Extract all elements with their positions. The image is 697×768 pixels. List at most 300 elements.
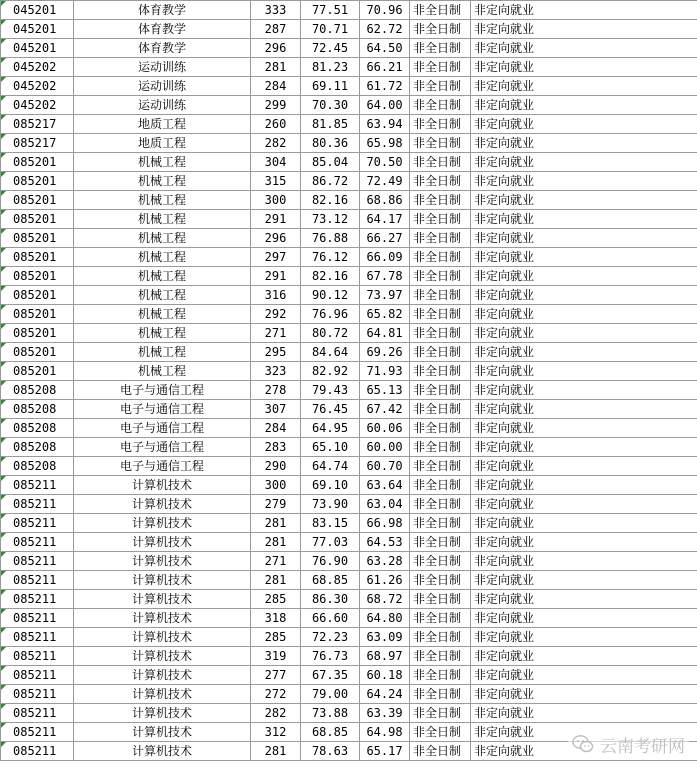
- cell-major[interactable]: 机械工程: [74, 305, 251, 324]
- cell-study-mode[interactable]: 非全日制: [410, 324, 471, 343]
- cell-score2[interactable]: 72.23: [301, 628, 360, 647]
- cell-employment-type[interactable]: 非定向就业: [471, 58, 697, 77]
- cell-score2[interactable]: 81.23: [301, 58, 360, 77]
- cell-score[interactable]: 281: [251, 571, 301, 590]
- cell-major[interactable]: 运动训练: [74, 77, 251, 96]
- cell-score2[interactable]: 79.43: [301, 381, 360, 400]
- cell-major[interactable]: 机械工程: [74, 362, 251, 381]
- cell-major[interactable]: 机械工程: [74, 343, 251, 362]
- cell-employment-type[interactable]: 非定向就业: [471, 609, 697, 628]
- cell-study-mode[interactable]: 非全日制: [410, 723, 471, 742]
- cell-total[interactable]: 64.81: [360, 324, 410, 343]
- cell-study-mode[interactable]: 非全日制: [410, 153, 471, 172]
- cell-employment-type[interactable]: 非定向就业: [471, 229, 697, 248]
- cell-score2[interactable]: 83.15: [301, 514, 360, 533]
- wechat-icon: [572, 734, 594, 754]
- table-row: [1, 77, 697, 96]
- cell-score2[interactable]: 65.10: [301, 438, 360, 457]
- cell-major[interactable]: 机械工程: [74, 229, 251, 248]
- cell-code[interactable]: 085211: [1, 514, 74, 533]
- cell-code[interactable]: 045202: [1, 96, 74, 115]
- cell-major[interactable]: 计算机技术: [74, 495, 251, 514]
- table-row: [1, 191, 697, 210]
- cell-code[interactable]: 045202: [1, 58, 74, 77]
- table-row: [1, 685, 697, 704]
- cell-study-mode[interactable]: 非全日制: [410, 533, 471, 552]
- cell-study-mode[interactable]: 非全日制: [410, 419, 471, 438]
- cell-code[interactable]: 085201: [1, 191, 74, 210]
- cell-employment-type[interactable]: 非定向就业: [471, 552, 697, 571]
- cell-study-mode[interactable]: 非全日制: [410, 742, 471, 761]
- cell-score[interactable]: 297: [251, 248, 301, 267]
- cell-major[interactable]: 计算机技术: [74, 666, 251, 685]
- cell-code[interactable]: 085211: [1, 495, 74, 514]
- cell-major[interactable]: 计算机技术: [74, 628, 251, 647]
- cell-total[interactable]: 65.13: [360, 381, 410, 400]
- cell-code[interactable]: 045202: [1, 77, 74, 96]
- table-row: [1, 590, 697, 609]
- cell-code[interactable]: 085208: [1, 381, 74, 400]
- cell-employment-type[interactable]: 非定向就业: [471, 248, 697, 267]
- cell-study-mode[interactable]: 非全日制: [410, 704, 471, 723]
- cell-total[interactable]: 63.94: [360, 115, 410, 134]
- cell-employment-type[interactable]: 非定向就业: [471, 1, 697, 20]
- cell-total[interactable]: 64.80: [360, 609, 410, 628]
- cell-code[interactable]: 085201: [1, 229, 74, 248]
- cell-code[interactable]: 085211: [1, 628, 74, 647]
- cell-score[interactable]: 282: [251, 704, 301, 723]
- cell-score[interactable]: 277: [251, 666, 301, 685]
- cell-score[interactable]: 323: [251, 362, 301, 381]
- cell-major[interactable]: 机械工程: [74, 248, 251, 267]
- cell-score[interactable]: 290: [251, 457, 301, 476]
- cell-code[interactable]: 085208: [1, 419, 74, 438]
- cell-score[interactable]: 284: [251, 419, 301, 438]
- cell-employment-type[interactable]: 非定向就业: [471, 191, 697, 210]
- cell-total[interactable]: 61.72: [360, 77, 410, 96]
- cell-study-mode[interactable]: 非全日制: [410, 400, 471, 419]
- cell-code[interactable]: 085201: [1, 267, 74, 286]
- cell-total[interactable]: 66.21: [360, 58, 410, 77]
- cell-major[interactable]: 机械工程: [74, 267, 251, 286]
- cell-score2[interactable]: 77.03: [301, 533, 360, 552]
- cell-code[interactable]: 085217: [1, 134, 74, 153]
- cell-employment-type[interactable]: 非定向就业: [471, 723, 697, 742]
- cell-major[interactable]: 计算机技术: [74, 723, 251, 742]
- cell-employment-type[interactable]: 非定向就业: [471, 590, 697, 609]
- cell-employment-type[interactable]: 非定向就业: [471, 324, 697, 343]
- watermark-text: 云南考研网: [600, 736, 685, 757]
- cell-employment-type[interactable]: 非定向就业: [471, 457, 697, 476]
- cell-score2[interactable]: 77.51: [301, 1, 360, 20]
- cell-major[interactable]: 计算机技术: [74, 590, 251, 609]
- cell-major[interactable]: 电子与通信工程: [74, 457, 251, 476]
- cell-major[interactable]: 机械工程: [74, 172, 251, 191]
- cell-employment-type[interactable]: 非定向就业: [471, 115, 697, 134]
- cell-employment-type[interactable]: 非定向就业: [471, 400, 697, 419]
- cell-score2[interactable]: 76.12: [301, 248, 360, 267]
- cell-study-mode[interactable]: 非全日制: [410, 438, 471, 457]
- cell-employment-type[interactable]: 非定向就业: [471, 39, 697, 58]
- cell-employment-type[interactable]: 非定向就业: [471, 134, 697, 153]
- cell-code[interactable]: 085211: [1, 590, 74, 609]
- cell-employment-type[interactable]: 非定向就业: [471, 685, 697, 704]
- table-row: [1, 286, 697, 305]
- cell-study-mode[interactable]: 非全日制: [410, 267, 471, 286]
- cell-total[interactable]: 64.00: [360, 96, 410, 115]
- cell-study-mode[interactable]: 非全日制: [410, 552, 471, 571]
- cell-score[interactable]: 315: [251, 172, 301, 191]
- cell-score2[interactable]: 64.74: [301, 457, 360, 476]
- cell-code[interactable]: 085211: [1, 552, 74, 571]
- cell-employment-type[interactable]: 非定向就业: [471, 267, 697, 286]
- cell-score[interactable]: 296: [251, 39, 301, 58]
- cell-score[interactable]: 281: [251, 514, 301, 533]
- cell-employment-type[interactable]: 非定向就业: [471, 153, 697, 172]
- cell-study-mode[interactable]: 非全日制: [410, 457, 471, 476]
- cell-major[interactable]: 计算机技术: [74, 514, 251, 533]
- cell-study-mode[interactable]: 非全日制: [410, 172, 471, 191]
- cell-score[interactable]: 260: [251, 115, 301, 134]
- cell-score2[interactable]: 76.45: [301, 400, 360, 419]
- cell-study-mode[interactable]: 非全日制: [410, 39, 471, 58]
- cell-score2[interactable]: 70.30: [301, 96, 360, 115]
- cell-score[interactable]: 291: [251, 267, 301, 286]
- cell-major[interactable]: 计算机技术: [74, 685, 251, 704]
- cell-code[interactable]: 085201: [1, 286, 74, 305]
- cell-code[interactable]: 085201: [1, 305, 74, 324]
- cell-major[interactable]: 地质工程: [74, 115, 251, 134]
- cell-major[interactable]: 计算机技术: [74, 571, 251, 590]
- cell-code[interactable]: 085211: [1, 476, 74, 495]
- cell-score2[interactable]: 82.16: [301, 191, 360, 210]
- cell-total[interactable]: 68.72: [360, 590, 410, 609]
- cell-employment-type[interactable]: 非定向就业: [471, 742, 697, 761]
- cell-study-mode[interactable]: 非全日制: [410, 191, 471, 210]
- cell-total[interactable]: 63.09: [360, 628, 410, 647]
- cell-major[interactable]: 电子与通信工程: [74, 419, 251, 438]
- cell-code[interactable]: 085211: [1, 742, 74, 761]
- cell-code[interactable]: 085201: [1, 343, 74, 362]
- cell-score[interactable]: 296: [251, 229, 301, 248]
- cell-total[interactable]: 60.06: [360, 419, 410, 438]
- cell-study-mode[interactable]: 非全日制: [410, 514, 471, 533]
- cell-score[interactable]: 304: [251, 153, 301, 172]
- cell-major[interactable]: 计算机技术: [74, 647, 251, 666]
- cell-score[interactable]: 333: [251, 1, 301, 20]
- cell-code[interactable]: 085208: [1, 457, 74, 476]
- cell-score2[interactable]: 64.95: [301, 419, 360, 438]
- cell-score2[interactable]: 86.72: [301, 172, 360, 191]
- cell-code[interactable]: 085208: [1, 438, 74, 457]
- table-row: [1, 58, 697, 77]
- cell-score[interactable]: 281: [251, 742, 301, 761]
- cell-score[interactable]: 272: [251, 685, 301, 704]
- cell-score2[interactable]: 84.64: [301, 343, 360, 362]
- cell-employment-type[interactable]: 非定向就业: [471, 343, 697, 362]
- cell-employment-type[interactable]: 非定向就业: [471, 571, 697, 590]
- cell-code[interactable]: 085211: [1, 666, 74, 685]
- cell-study-mode[interactable]: 非全日制: [410, 210, 471, 229]
- cell-study-mode[interactable]: 非全日制: [410, 609, 471, 628]
- cell-score2[interactable]: 73.90: [301, 495, 360, 514]
- cell-score2[interactable]: 85.04: [301, 153, 360, 172]
- cell-total[interactable]: 68.86: [360, 191, 410, 210]
- cell-total[interactable]: 66.27: [360, 229, 410, 248]
- cell-score2[interactable]: 80.36: [301, 134, 360, 153]
- cell-total[interactable]: 65.98: [360, 134, 410, 153]
- cell-score[interactable]: 281: [251, 58, 301, 77]
- cell-employment-type[interactable]: 非定向就业: [471, 666, 697, 685]
- cell-total[interactable]: 60.70: [360, 457, 410, 476]
- cell-total[interactable]: 72.49: [360, 172, 410, 191]
- cell-score[interactable]: 283: [251, 438, 301, 457]
- cell-employment-type[interactable]: 非定向就业: [471, 172, 697, 191]
- cell-study-mode[interactable]: 非全日制: [410, 1, 471, 20]
- cell-score2[interactable]: 73.12: [301, 210, 360, 229]
- cell-employment-type[interactable]: 非定向就业: [471, 305, 697, 324]
- cell-study-mode[interactable]: 非全日制: [410, 666, 471, 685]
- cell-major[interactable]: 机械工程: [74, 153, 251, 172]
- table-row: [1, 666, 697, 685]
- table-row: [1, 495, 697, 514]
- cell-score[interactable]: 319: [251, 647, 301, 666]
- cell-major[interactable]: 电子与通信工程: [74, 400, 251, 419]
- cell-score[interactable]: 278: [251, 381, 301, 400]
- cell-score2[interactable]: 76.88: [301, 229, 360, 248]
- cell-employment-type[interactable]: 非定向就业: [471, 96, 697, 115]
- cell-major[interactable]: 计算机技术: [74, 742, 251, 761]
- cell-major[interactable]: 计算机技术: [74, 609, 251, 628]
- cell-employment-type[interactable]: 非定向就业: [471, 286, 697, 305]
- cell-code[interactable]: 085201: [1, 153, 74, 172]
- cell-score[interactable]: 295: [251, 343, 301, 362]
- table-row: [1, 628, 697, 647]
- cell-score[interactable]: 282: [251, 134, 301, 153]
- cell-major[interactable]: 运动训练: [74, 58, 251, 77]
- cell-score[interactable]: 291: [251, 210, 301, 229]
- cell-code[interactable]: 085211: [1, 685, 74, 704]
- cell-employment-type[interactable]: 非定向就业: [471, 20, 697, 39]
- cell-employment-type[interactable]: 非定向就业: [471, 77, 697, 96]
- cell-major[interactable]: 机械工程: [74, 286, 251, 305]
- cell-study-mode[interactable]: 非全日制: [410, 381, 471, 400]
- cell-total[interactable]: 64.98: [360, 723, 410, 742]
- cell-code[interactable]: 045201: [1, 39, 74, 58]
- cell-score[interactable]: 285: [251, 590, 301, 609]
- cell-total[interactable]: 64.50: [360, 39, 410, 58]
- cell-score2[interactable]: 79.00: [301, 685, 360, 704]
- cell-total[interactable]: 70.96: [360, 1, 410, 20]
- cell-study-mode[interactable]: 非全日制: [410, 134, 471, 153]
- cell-total[interactable]: 66.09: [360, 248, 410, 267]
- table-row: [1, 609, 697, 628]
- cell-study-mode[interactable]: 非全日制: [410, 229, 471, 248]
- cell-score[interactable]: 307: [251, 400, 301, 419]
- cell-total[interactable]: 62.72: [360, 20, 410, 39]
- cell-code[interactable]: 085201: [1, 324, 74, 343]
- cell-study-mode[interactable]: 非全日制: [410, 628, 471, 647]
- cell-score[interactable]: 312: [251, 723, 301, 742]
- cell-study-mode[interactable]: 非全日制: [410, 343, 471, 362]
- cell-code[interactable]: 085211: [1, 723, 74, 742]
- table-row: [1, 647, 697, 666]
- cell-code[interactable]: 085211: [1, 704, 74, 723]
- cell-study-mode[interactable]: 非全日制: [410, 248, 471, 267]
- cell-score[interactable]: 281: [251, 533, 301, 552]
- cell-total[interactable]: 63.04: [360, 495, 410, 514]
- table-row: [1, 533, 697, 552]
- cell-total[interactable]: 63.28: [360, 552, 410, 571]
- table-row: [1, 514, 697, 533]
- cell-code[interactable]: 085211: [1, 571, 74, 590]
- cell-employment-type[interactable]: 非定向就业: [471, 210, 697, 229]
- cell-employment-type[interactable]: 非定向就业: [471, 704, 697, 723]
- cell-major[interactable]: 电子与通信工程: [74, 438, 251, 457]
- cell-score2[interactable]: 69.10: [301, 476, 360, 495]
- cell-major[interactable]: 计算机技术: [74, 704, 251, 723]
- cell-total[interactable]: 66.98: [360, 514, 410, 533]
- cell-total[interactable]: 73.97: [360, 286, 410, 305]
- cell-employment-type[interactable]: 非定向就业: [471, 362, 697, 381]
- cell-major[interactable]: 计算机技术: [74, 476, 251, 495]
- cell-total[interactable]: 69.26: [360, 343, 410, 362]
- cell-total[interactable]: 60.18: [360, 666, 410, 685]
- cell-score[interactable]: 279: [251, 495, 301, 514]
- cell-total[interactable]: 64.53: [360, 533, 410, 552]
- cell-code[interactable]: 045201: [1, 20, 74, 39]
- cell-study-mode[interactable]: 非全日制: [410, 20, 471, 39]
- cell-code[interactable]: 085217: [1, 115, 74, 134]
- cell-score2[interactable]: 67.35: [301, 666, 360, 685]
- cell-total[interactable]: 67.78: [360, 267, 410, 286]
- cell-score[interactable]: 300: [251, 476, 301, 495]
- cell-code[interactable]: 045201: [1, 1, 74, 20]
- cell-major[interactable]: 地质工程: [74, 134, 251, 153]
- cell-employment-type[interactable]: 非定向就业: [471, 476, 697, 495]
- cell-score2[interactable]: 81.85: [301, 115, 360, 134]
- cell-score[interactable]: 271: [251, 552, 301, 571]
- cell-employment-type[interactable]: 非定向就业: [471, 514, 697, 533]
- cell-score2[interactable]: 80.72: [301, 324, 360, 343]
- cell-code[interactable]: 085211: [1, 609, 74, 628]
- cell-total[interactable]: 61.26: [360, 571, 410, 590]
- cell-score2[interactable]: 70.71: [301, 20, 360, 39]
- cell-score2[interactable]: 68.85: [301, 723, 360, 742]
- cell-major[interactable]: 机械工程: [74, 191, 251, 210]
- cell-employment-type[interactable]: 非定向就业: [471, 495, 697, 514]
- cell-score2[interactable]: 78.63: [301, 742, 360, 761]
- cell-total[interactable]: 63.64: [360, 476, 410, 495]
- table-row: [1, 400, 697, 419]
- cell-score2[interactable]: 68.85: [301, 571, 360, 590]
- cell-score[interactable]: 284: [251, 77, 301, 96]
- cell-employment-type[interactable]: 非定向就业: [471, 419, 697, 438]
- cell-study-mode[interactable]: 非全日制: [410, 495, 471, 514]
- cell-major[interactable]: 体育教学: [74, 20, 251, 39]
- cell-score[interactable]: 271: [251, 324, 301, 343]
- cell-study-mode[interactable]: 非全日制: [410, 58, 471, 77]
- cell-score2[interactable]: 73.88: [301, 704, 360, 723]
- cell-code[interactable]: 085201: [1, 362, 74, 381]
- cell-major[interactable]: 体育教学: [74, 1, 251, 20]
- cell-study-mode[interactable]: 非全日制: [410, 362, 471, 381]
- cell-score2[interactable]: 82.92: [301, 362, 360, 381]
- cell-score[interactable]: 285: [251, 628, 301, 647]
- cell-score2[interactable]: 82.16: [301, 267, 360, 286]
- cell-total[interactable]: 64.17: [360, 210, 410, 229]
- cell-score2[interactable]: 66.60: [301, 609, 360, 628]
- cell-major[interactable]: 运动训练: [74, 96, 251, 115]
- cell-employment-type[interactable]: 非定向就业: [471, 438, 697, 457]
- cell-major[interactable]: 机械工程: [74, 210, 251, 229]
- table-row: [1, 248, 697, 267]
- cell-major[interactable]: 计算机技术: [74, 552, 251, 571]
- cell-employment-type[interactable]: 非定向就业: [471, 533, 697, 552]
- cell-score[interactable]: 300: [251, 191, 301, 210]
- cell-total[interactable]: 60.00: [360, 438, 410, 457]
- cell-code[interactable]: 085211: [1, 533, 74, 552]
- cell-study-mode[interactable]: 非全日制: [410, 115, 471, 134]
- cell-score[interactable]: 292: [251, 305, 301, 324]
- cell-study-mode[interactable]: 非全日制: [410, 571, 471, 590]
- cell-score2[interactable]: 72.45: [301, 39, 360, 58]
- cell-score2[interactable]: 69.11: [301, 77, 360, 96]
- cell-study-mode[interactable]: 非全日制: [410, 590, 471, 609]
- cell-score2[interactable]: 90.12: [301, 286, 360, 305]
- cell-total[interactable]: 65.17: [360, 742, 410, 761]
- cell-employment-type[interactable]: 非定向就业: [471, 628, 697, 647]
- table-row: [1, 115, 697, 134]
- cell-score[interactable]: 287: [251, 20, 301, 39]
- cell-study-mode[interactable]: 非全日制: [410, 286, 471, 305]
- cell-study-mode[interactable]: 非全日制: [410, 476, 471, 495]
- cell-code[interactable]: 085201: [1, 248, 74, 267]
- cell-code[interactable]: 085201: [1, 172, 74, 191]
- cell-total[interactable]: 63.39: [360, 704, 410, 723]
- cell-score2[interactable]: 76.96: [301, 305, 360, 324]
- cell-employment-type[interactable]: 非定向就业: [471, 381, 697, 400]
- table-row: [1, 210, 697, 229]
- cell-score2[interactable]: 76.73: [301, 647, 360, 666]
- cell-total[interactable]: 64.24: [360, 685, 410, 704]
- cell-study-mode[interactable]: 非全日制: [410, 685, 471, 704]
- table-row: [1, 96, 697, 115]
- cell-major[interactable]: 机械工程: [74, 324, 251, 343]
- cell-employment-type[interactable]: 非定向就业: [471, 647, 697, 666]
- cell-score[interactable]: 316: [251, 286, 301, 305]
- cell-major[interactable]: 体育教学: [74, 39, 251, 58]
- cell-total[interactable]: 68.97: [360, 647, 410, 666]
- cell-study-mode[interactable]: 非全日制: [410, 647, 471, 666]
- cell-study-mode[interactable]: 非全日制: [410, 77, 471, 96]
- cell-score2[interactable]: 86.30: [301, 590, 360, 609]
- cell-code[interactable]: 085201: [1, 210, 74, 229]
- cell-total[interactable]: 65.82: [360, 305, 410, 324]
- cell-total[interactable]: 71.93: [360, 362, 410, 381]
- cell-score[interactable]: 299: [251, 96, 301, 115]
- cell-total[interactable]: 67.42: [360, 400, 410, 419]
- cell-study-mode[interactable]: 非全日制: [410, 96, 471, 115]
- cell-total[interactable]: 70.50: [360, 153, 410, 172]
- cell-code[interactable]: 085208: [1, 400, 74, 419]
- cell-major[interactable]: 电子与通信工程: [74, 381, 251, 400]
- cell-study-mode[interactable]: 非全日制: [410, 305, 471, 324]
- cell-major[interactable]: 计算机技术: [74, 533, 251, 552]
- cell-score[interactable]: 318: [251, 609, 301, 628]
- cell-code[interactable]: 085211: [1, 647, 74, 666]
- cell-score2[interactable]: 76.90: [301, 552, 360, 571]
